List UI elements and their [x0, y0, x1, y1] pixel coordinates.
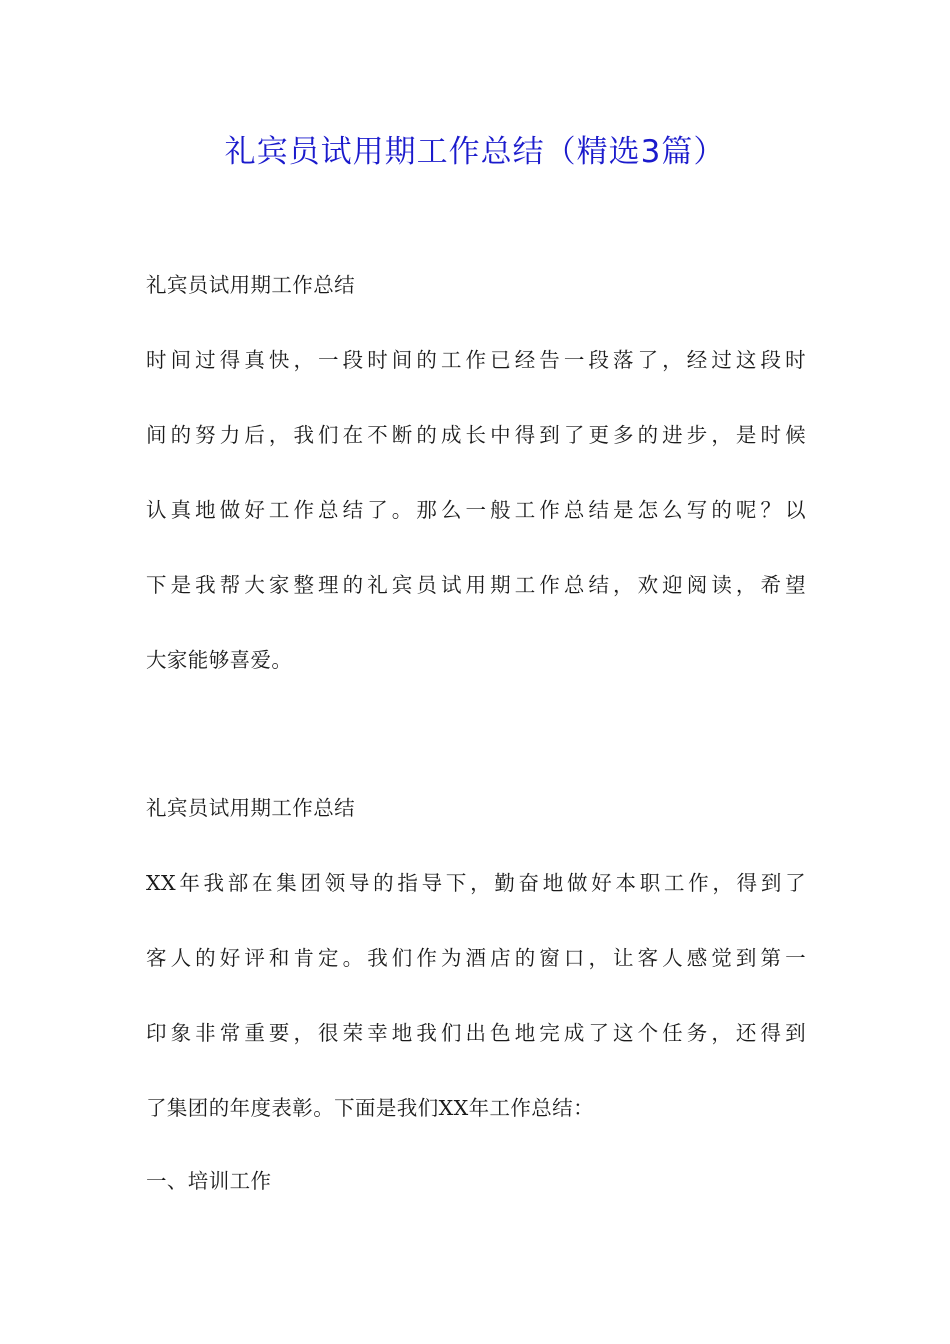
body-line-2: 客人的好评和肯定。我们作为酒店的窗口，让客人感觉到第一 [146, 946, 806, 970]
subsection-heading-training: 一、培训工作 [146, 1169, 272, 1193]
body-line-1: XX年我部在集团领导的指导下，勤奋地做好本职工作，得到了 [146, 871, 806, 895]
section-heading-1: 礼宾员试用期工作总结 [146, 273, 355, 297]
body-line-3: 印象非常重要，很荣幸地我们出色地完成了这个任务，还得到 [146, 1021, 806, 1045]
document-title: 礼宾员试用期工作总结（精选3篇） [224, 134, 726, 170]
intro-line-1: 时间过得真快，一段时间的工作已经告一段落了，经过这段时 [146, 348, 806, 372]
intro-line-2: 间的努力后，我们在不断的成长中得到了更多的进步，是时候 [146, 423, 806, 447]
section-heading-2: 礼宾员试用期工作总结 [146, 796, 355, 820]
intro-line-4: 下是我帮大家整理的礼宾员试用期工作总结，欢迎阅读，希望 [146, 573, 806, 597]
intro-line-3: 认真地做好工作总结了。那么一般工作总结是怎么写的呢？以 [146, 498, 806, 522]
intro-line-5: 大家能够喜爱。 [146, 648, 293, 672]
body-line-4: 了集团的年度表彰。下面是我们XX年工作总结： [146, 1096, 594, 1120]
